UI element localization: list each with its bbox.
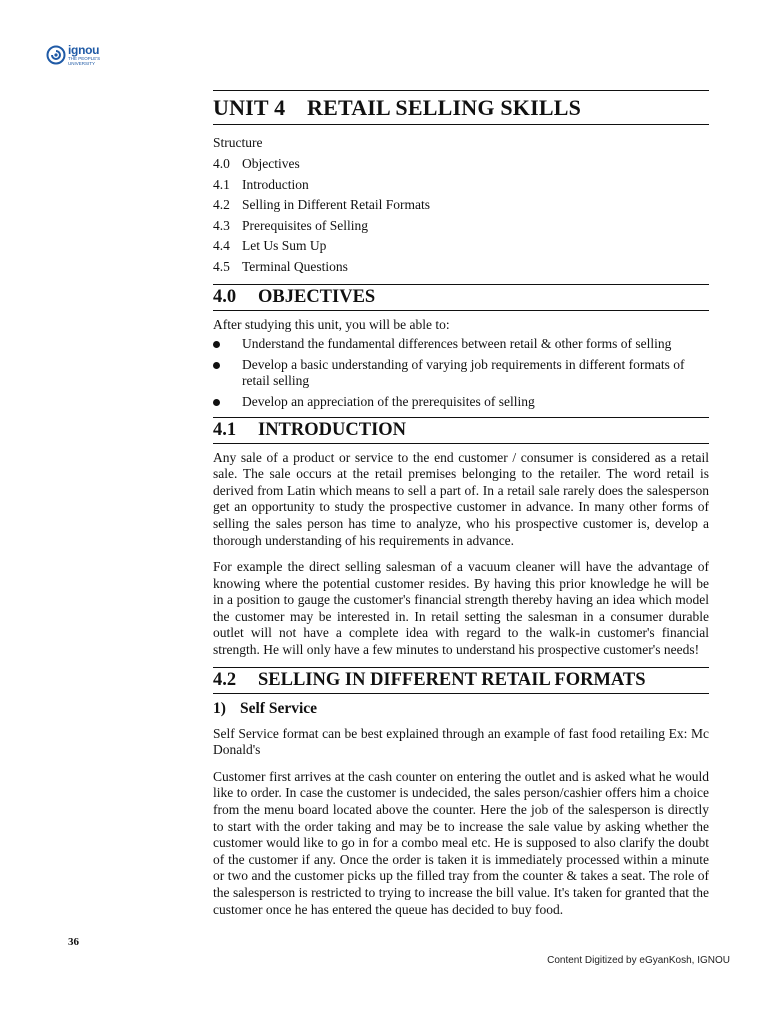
structure-list [213,133,709,278]
page-content [213,90,709,918]
list-item: Understand the fundamental differences between retail & other forms of selling [213,336,709,353]
toc-item: 4.4 Let Us Sum Up [213,238,327,254]
toc-item: 4.1 Introduction [213,176,309,192]
toc-item: 4.3 Prerequisites of Selling [213,217,368,233]
structure-label: Structure [213,135,263,150]
subheading-self-service: 1) Self Service [213,699,318,717]
logo-sub-2: UNIVERSITY [68,61,96,66]
logo-name: ignou [68,43,100,57]
section-heading-selling: 4.2 SELLING IN DIFFERENT RETAIL FORMATS [213,669,646,690]
list-item: Develop a basic understanding of varying job requirements in different formats of retail selling [213,357,709,390]
divider [213,443,709,444]
divider [213,693,709,694]
objectives-intro: After studying this unit, you will be able to: [213,316,450,332]
ignou-logo [46,44,100,66]
intro-paragraph-1: Any sale of a product or service to the end customer / consumer is considered as a retail sale. The sale occurs at the retail premises belonging to the retailer. The word retail is derived from Latin which means to sell a part of. In a retail sale rarely does the salesperson get an opportunity to study the prospective customer in advance. In many other forms of selling the sales person has time to analyze, who his prospective customer is, develop a thorough understanding of his requirements in advance. [213,449,709,548]
footer-credit: Content Digitized by eGyanKosh, IGNOU [547,955,730,966]
page-number: 36 [68,936,79,948]
divider [213,310,709,311]
ignou-emblem-icon [46,45,66,65]
unit-title-text: RETAIL SELLING SKILLS [307,95,582,120]
divider [213,124,709,125]
intro-paragraph-2: For example the direct selling salesman of a vacuum cleaner will have the advantage of knowing where the potential customer resides. By having this prior knowledge he will be in a position to gauge the customer's financial strength thereby having an idea which model the customer may be interested in. In retail setting the salesman in a consumer durable outlet will not have a complete idea with regard to the walk-in customer's financial strength. He will only have a few minutes to understand his prospective customer's needs! [213,559,709,658]
toc-item: 4.0 Objectives [213,156,300,171]
unit-number: UNIT 4 [213,95,286,120]
selling-paragraph-2: Customer first arrives at the cash counter on entering the outlet and is asked what he would like to order. In case the customer is undecided, the sales person/cashier offers him a choice from the menu board located above the counter. Here the job of the salesperson is directly to start with the order taking and may be to increase the sale value by asking whether the customer would like to go in for a combo meal etc. He is supposed to also clarify the doubt of the customer if any. Once the order is taken it is immediately processed within a minute or two and the customer picks up the filled tray from the counter & takes a seat. The role of the salesperson is restricted to trying to increase the bill value. It's taken for granted that the customer once he has entered the queue has decided to buy food. [213,768,709,917]
toc-item: 4.5 Terminal Questions [213,258,348,274]
section-heading-introduction: 4.1 INTRODUCTION [213,419,407,440]
toc-item: 4.2 Selling in Different Retail Formats [213,197,430,213]
selling-paragraph-1: Self Service format can be best explained through an example of fast food retailing Ex: Mc Donald's [213,725,709,758]
objectives-list [213,336,709,410]
list-item: Develop an appreciation of the prerequisites of selling [213,394,709,411]
section-heading-objectives: 4.0 OBJECTIVES [213,286,376,307]
unit-title [213,91,709,124]
logo-sub-1: THE PEOPLE'S [68,56,101,61]
